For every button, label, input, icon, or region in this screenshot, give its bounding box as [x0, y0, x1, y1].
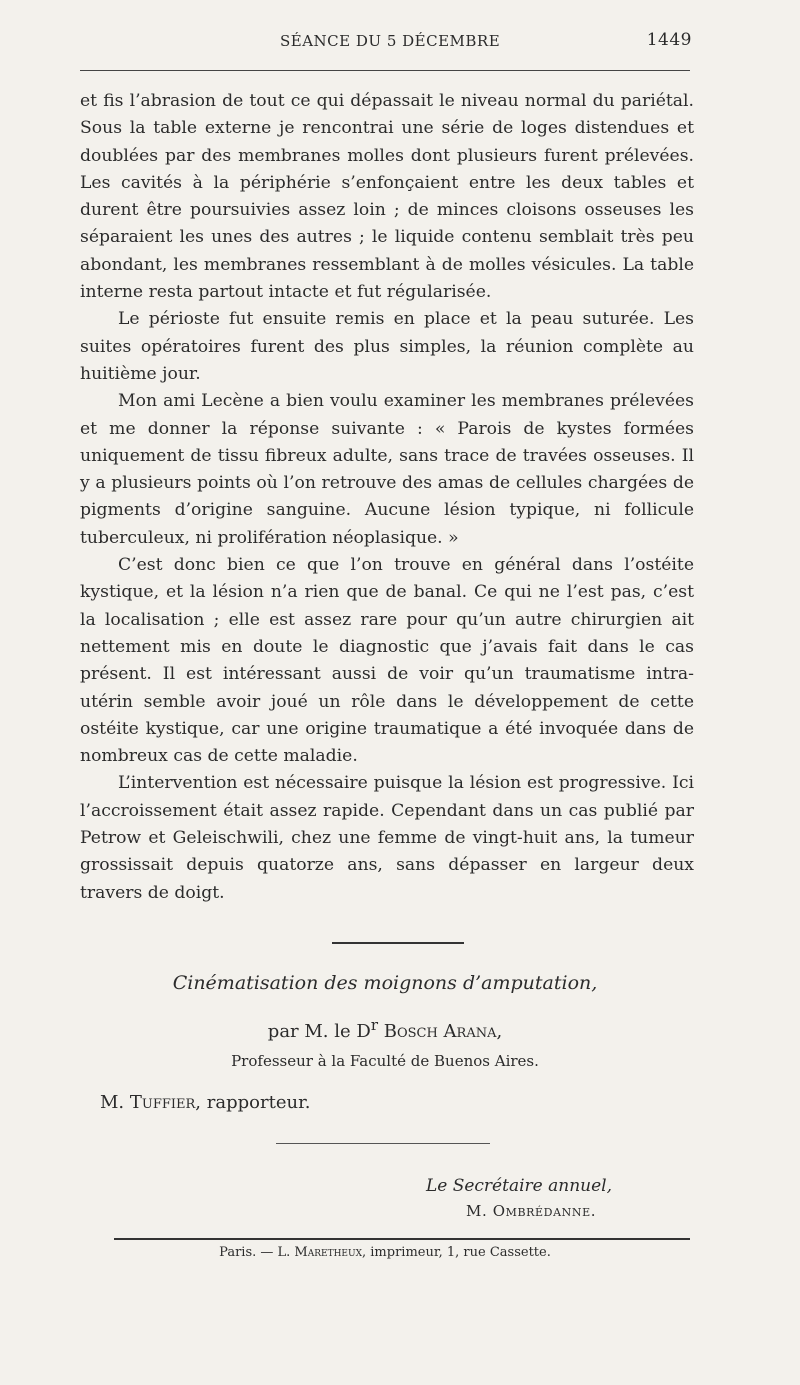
imprint-prefix: Paris. — L. [219, 1245, 291, 1260]
imprint [0, 1245, 770, 1260]
paragraph: Le périoste fut ensuite remis en place et la peau suturée. Les suites opératoires furent des plus simples, la réunion complète au huitième jour. [80, 309, 694, 384]
footer-rule [114, 1238, 690, 1240]
running-header [80, 28, 692, 58]
author-name: Bosch Arana, [383, 1021, 503, 1042]
printer-name: Maretheux, [294, 1245, 367, 1260]
paragraph: Mon ami Lecène a bien voulu examiner les membranes prélevées et me donner la réponse suivante : « Parois de kystes formées uniquement de tissu fibreux adulte, sans trace de travées osseuses. Il y a plusieurs points où l’on retrouve des amas de cellules chargées de pigments d’origine sanguine. Aucune lésion typique, ni follicule tuberculeux, ni prolifération néoplasique. » [80, 391, 694, 548]
imprint-suffix: imprimeur, 1, rue Cassette. [370, 1245, 551, 1260]
byline [0, 1016, 770, 1042]
section-divider [332, 942, 464, 944]
body-text [80, 88, 694, 907]
rapporteur-prefix: M. [100, 1092, 125, 1113]
running-title: SÉANCE DU 5 DÉCEMBRE [280, 32, 501, 50]
paragraph: et fis l’abrasion de tout ce qui dépassait le niveau normal du pariétal. Sous la table externe je rencontrai une série de loges distendues et doublées par des membranes molles dont plusieurs furent prélevées. Les cavités à la périphérie s’enfonçaient entre les deux tables et durent être poursuivies assez loin ; de minces cloisons osseuses les séparaient les unes des autres ; le liquide contenu semblait très peu abondant, les membranes ressemblant à de molles vésicules. La table interne resta partout intacte et fut régularisée. [80, 91, 694, 303]
paragraph: C’est donc bien ce que l’on trouve en général dans l’ostéite kystique, et la lésion n’a rien que de banal. Ce qui ne l’est pas, c’est la localisation ; elle est assez rare pour qu’un autre chirurgien ait nettement mis en doute le diagnostic que j’avais fait dans le cas présent. Il est intéressant aussi de voir qu’un traumatisme intra-utérin semble avoir joué un rôle dans le développement de cette ostéite kystique, car une origine traumatique a été invoquée dans de nombreux cas de cette maladie. [80, 555, 694, 767]
affiliation: Professeur à la Faculté de Buenos Aires. [231, 1052, 539, 1070]
closing-divider [276, 1143, 490, 1144]
page-number: 1449 [646, 30, 692, 50]
secretary-role: Le Secrétaire annuel, [425, 1176, 612, 1196]
rapporteur-line [100, 1092, 310, 1113]
secretary-name: M. Ombrédanne. [466, 1202, 597, 1220]
rapporteur-role: rapporteur. [206, 1092, 311, 1113]
paragraph: L’intervention est nécessaire puisque la lésion est progressive. Ici l’accroissement était assez rapide. Cependant dans un cas publié par Petrow et Geleischwili, chez une femme de vingt-huit ans, la tumeur grossissait depuis quatorze ans, sans dépasser en largeur deux travers de doigt. [80, 773, 694, 903]
byline-prefix: par M. le D [267, 1021, 371, 1042]
header-rule [80, 70, 690, 71]
article-title: Cinématisation des moignons d’amputation, [172, 972, 598, 994]
byline-sup: r [370, 1016, 378, 1034]
rapporteur-name: Tuffier, [129, 1092, 202, 1113]
